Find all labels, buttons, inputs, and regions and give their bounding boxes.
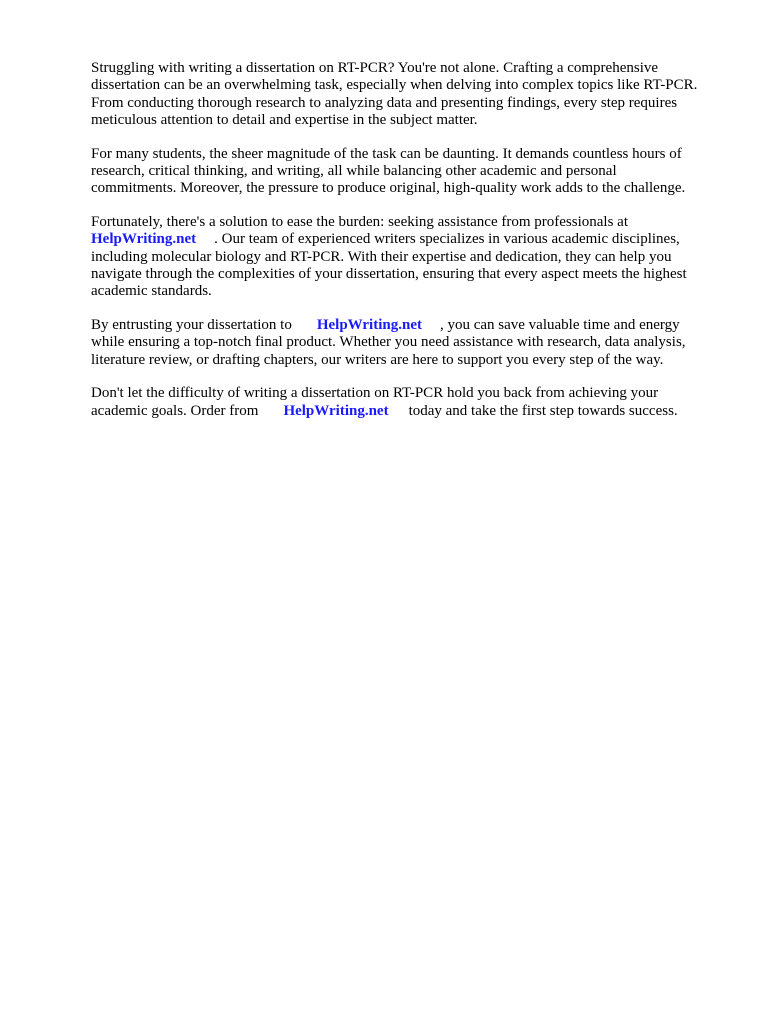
text-line: literature review, or drafting chapters, our writers are here to support you every step of the way.	[91, 351, 664, 368]
text-line: research, critical thinking, and writing, all while balancing other academic and personal	[91, 163, 617, 180]
text-line	[91, 403, 731, 420]
text-line	[91, 317, 731, 334]
text-segment: . Our team of experienced writers specializes in various academic disciplines,	[214, 231, 680, 248]
text-line: while ensuring a top-notch final product. Whether you need assistance with research, data analysis,	[91, 334, 686, 351]
text-segment: today and take the first step towards success.	[408, 402, 678, 419]
helpwriting-link[interactable]: HelpWriting.net	[316, 316, 422, 333]
helpwriting-link[interactable]: HelpWriting.net	[283, 402, 389, 419]
paragraph-challenge	[91, 146, 731, 198]
text-line	[91, 231, 731, 248]
helpwriting-link[interactable]: HelpWriting.net	[91, 231, 197, 248]
paragraph-intro	[91, 60, 731, 130]
text-line: Don't let the difficulty of writing a dissertation on RT-PCR hold you back from achieving your	[91, 385, 659, 402]
document-page	[91, 60, 731, 436]
text-line: From conducting thorough research to analyzing data and presenting findings, every step requires	[91, 94, 678, 111]
text-line: Fortunately, there's a solution to ease the burden: seeking assistance from professionals at	[91, 213, 629, 230]
text-line: Struggling with writing a dissertation on RT-PCR? You're not alone. Crafting a comprehensive	[91, 60, 659, 76]
text-segment: , you can save valuable time and energy	[439, 316, 680, 333]
text-line: navigate through the complexities of your dissertation, ensuring that every aspect meets the highest	[91, 266, 687, 283]
text-segment: academic goals. Order from	[91, 402, 259, 419]
text-segment: By entrusting your dissertation to	[91, 316, 292, 333]
paragraph-benefits	[91, 317, 731, 369]
paragraph-solution	[91, 214, 731, 301]
text-line: dissertation can be an overwhelming task, especially when delving into complex topics like RT-PCR.	[91, 77, 698, 94]
paragraph-call-to-action	[91, 385, 731, 420]
text-line: meticulous attention to detail and expertise in the subject matter.	[91, 112, 478, 129]
text-line: commitments. Moreover, the pressure to produce original, high-quality work adds to the challenge.	[91, 180, 686, 197]
text-line: academic standards.	[91, 283, 212, 300]
text-line: including molecular biology and RT-PCR. With their expertise and dedication, they can help you	[91, 248, 672, 265]
text-line: For many students, the sheer magnitude of the task can be daunting. It demands countless hours of	[91, 145, 682, 162]
